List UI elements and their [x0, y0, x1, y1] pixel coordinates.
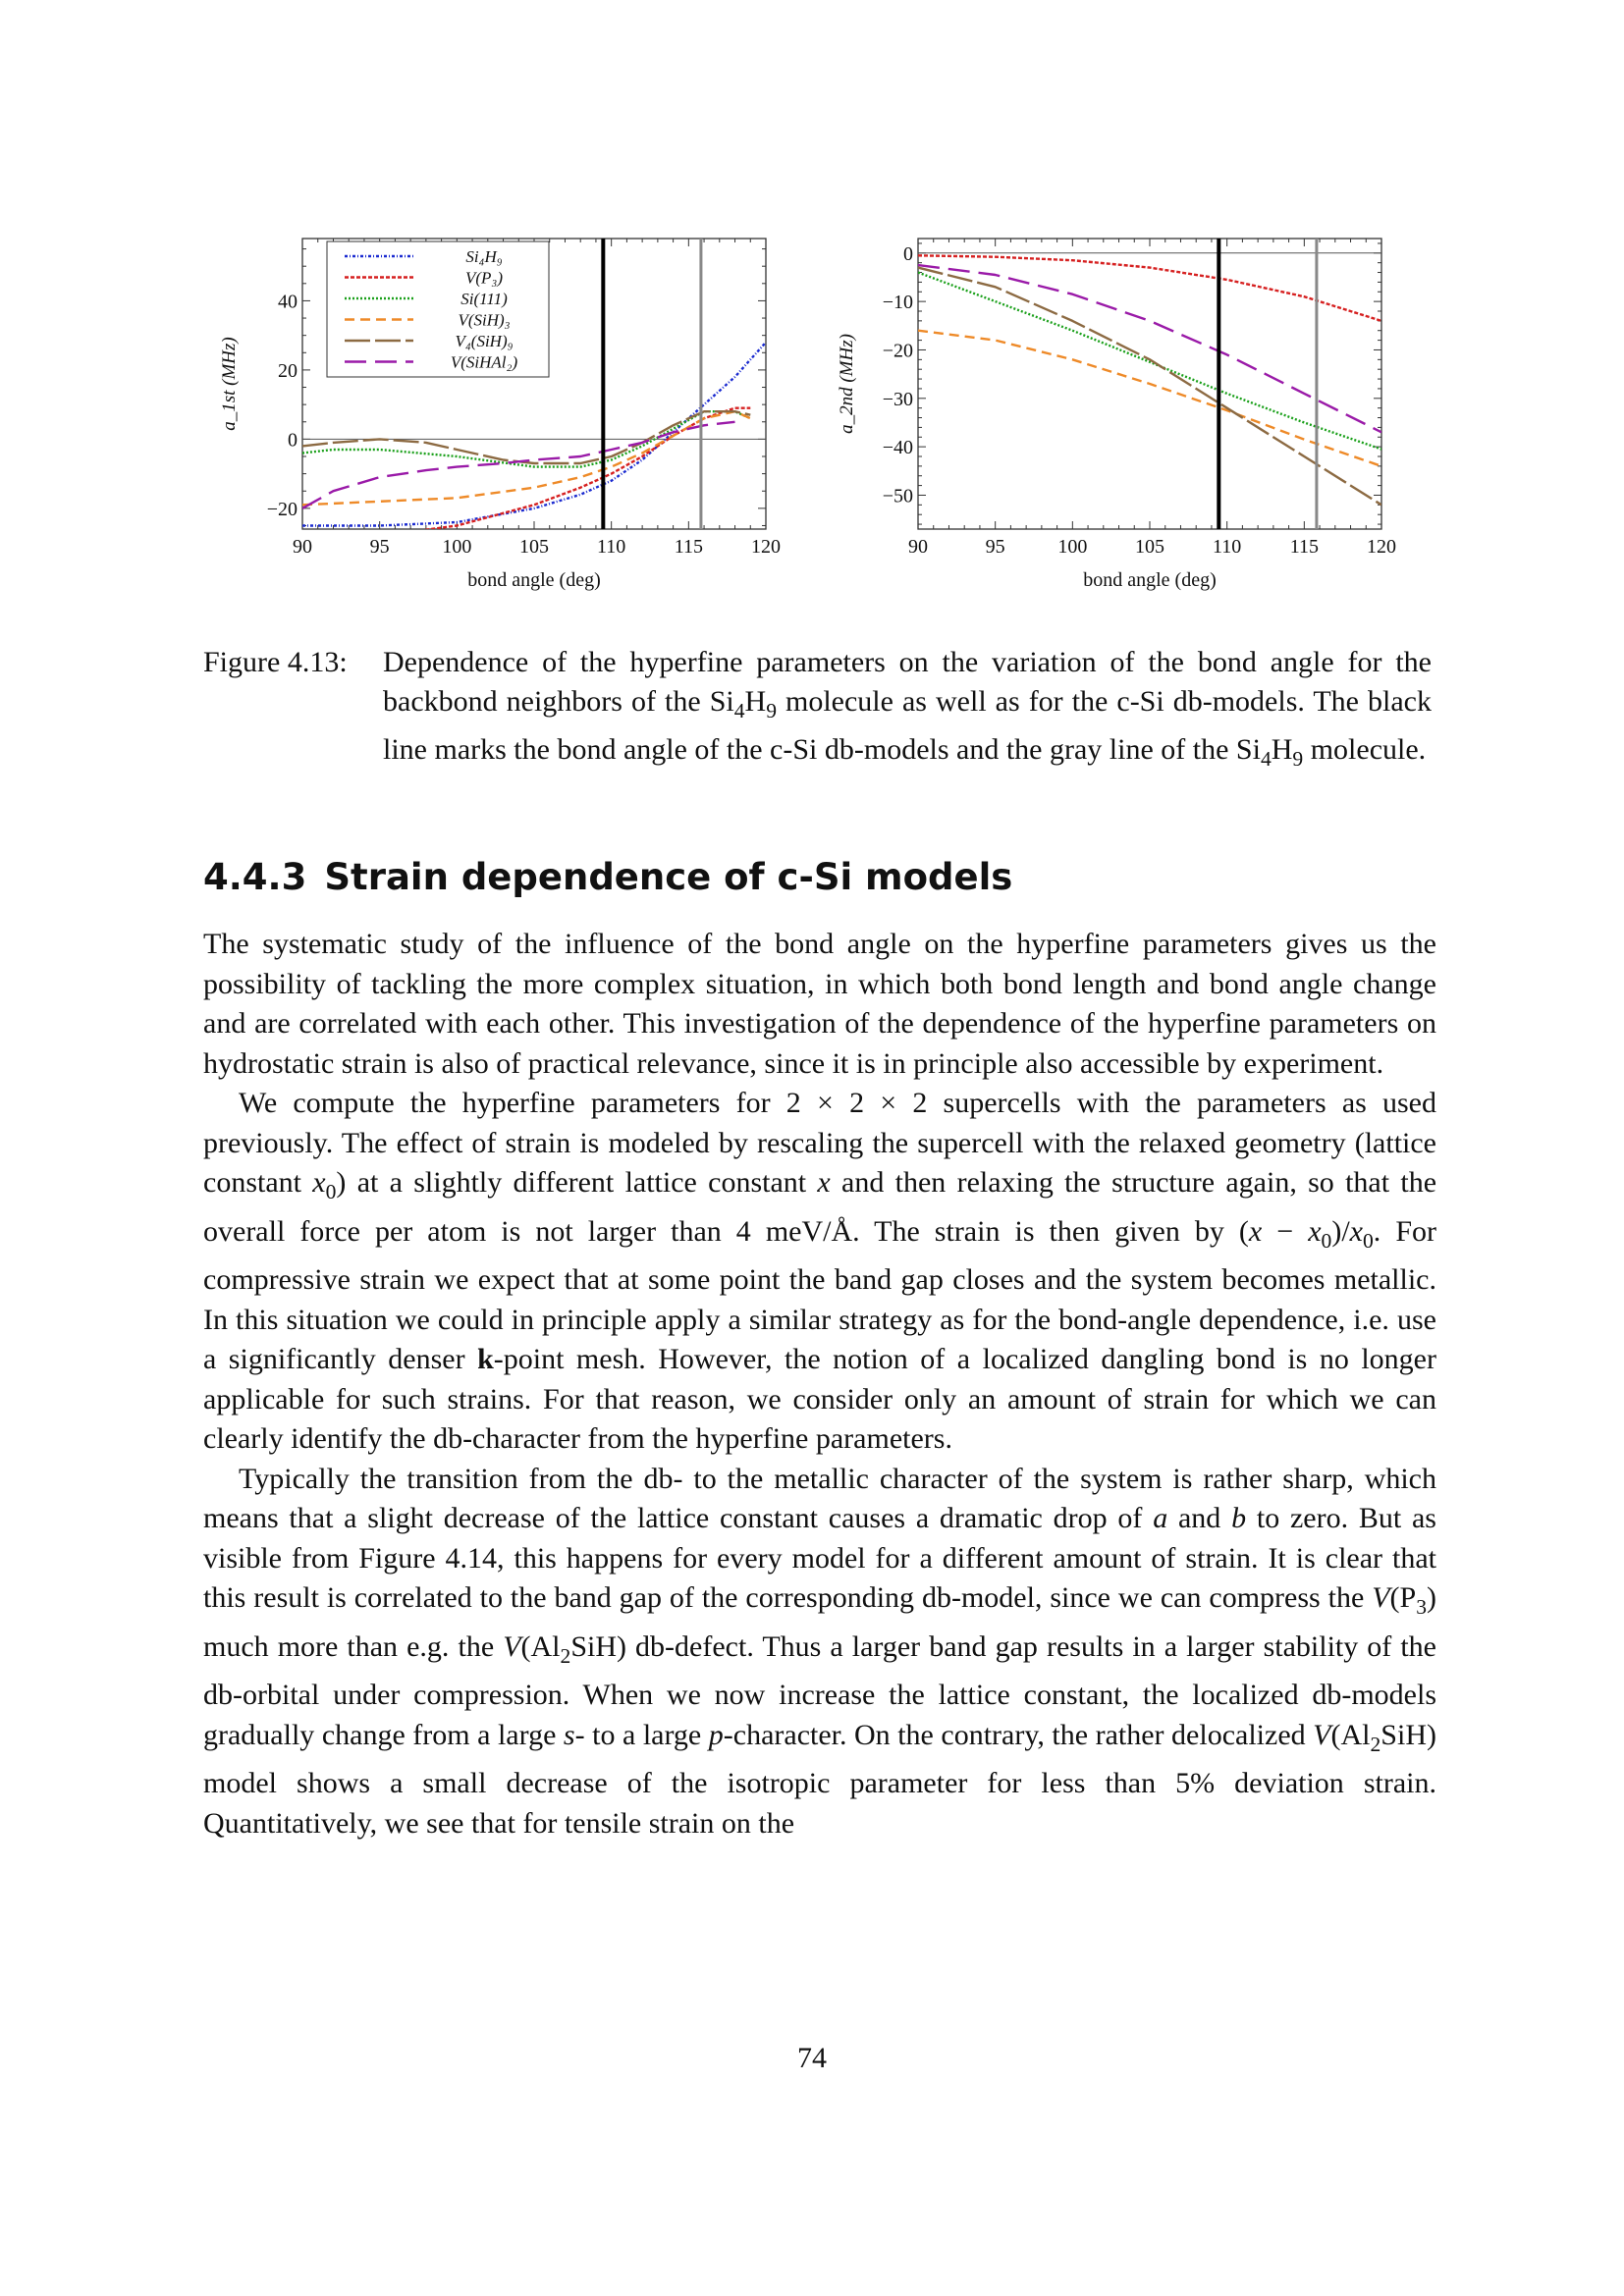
series-line-V4(SiH)9: [918, 268, 1381, 506]
x-tick-label: 105: [519, 536, 549, 558]
paragraph: The systematic study of the influence of the bond angle on the hyperfine parameters gives us the possibility of tackling the more complex situation, in which both bond length and bond angle change and are correlated with each other. This investigation of the dependence of the hyperfine parameters on hydrostatic strain is also of practical relevance, since it is in principle also accessible by experiment.: [203, 928, 1436, 1080]
figure-label: Figure 4.13:: [203, 646, 348, 678]
y-tick-label: 40: [278, 291, 298, 313]
y-axis-label: a_1st (MHz): [219, 337, 240, 431]
x-tick-label: 120: [1367, 536, 1396, 558]
x-tick-label: 90: [293, 536, 312, 558]
y-tick-label: −50: [882, 485, 913, 507]
y-tick-label: −30: [882, 388, 913, 410]
legend-label: Si(111): [460, 290, 508, 308]
x-tick-label: 120: [751, 536, 781, 558]
y-tick-label: 20: [278, 359, 298, 382]
x-axis-label: bond angle (deg): [467, 569, 601, 591]
paragraph: We compute the hyperfine parameters for 2 × 2 × 2 supercells with the parameters as used previously. The effect of strain is modeled by rescaling the supercell with the relaxed geometry (lattice constant $x_0$) at a slightly different lattice constant x and then relaxing the structure again, so that the overall force per atom is not larger than 4 meV/Å. The strain is then given by $(x - x_0)/x_0$. For compressive strain we expect that at some point the band gap closes and the system becomes metallic. In this situation we could in principle apply a similar strategy as for the bond-angle dependence, i.e. use a significantly denser k-point mesh. However, the notion of a localized dangling bond is no longer applicable for such strains. For that reason, we consider only an amount of strain for which we can clearly identify the db-character from the hyperfine parameters.: [203, 1087, 1437, 1455]
x-tick-label: 100: [1057, 536, 1088, 558]
x-axis-label: bond angle (deg): [1083, 569, 1217, 591]
body-text: [203, 925, 1436, 1843]
series-line-V(SiH)3: [302, 411, 750, 505]
series-line-V(SiHAl2): [918, 265, 1381, 432]
legend-label: V(SiHAl₂): [450, 352, 518, 372]
section-heading: [203, 856, 1012, 898]
series-line-V(P3): [302, 408, 750, 543]
y-tick-label: −20: [266, 498, 298, 520]
y-tick-label: 0: [903, 242, 913, 265]
series-line-V(SiH)3: [918, 331, 1381, 466]
x-tick-label: 110: [597, 536, 626, 558]
figure-caption-text: Dependence of the hyperfine parameters on the variation of the bond angle for the backbond neighbors of the $Si_4H_9$ molecule as well as for the c-Si db-models. The black line marks the bond angle of the c-Si db-models and the gray line of the $Si_4H_9$ molecule.: [383, 646, 1432, 771]
x-tick-label: 110: [1213, 536, 1242, 558]
y-tick-label: −40: [882, 437, 913, 459]
section-title: Strain dependence of c-Si models: [324, 856, 1013, 898]
y-tick-label: 0: [288, 429, 298, 452]
legend-label: Si₄H₉: [465, 247, 503, 266]
x-tick-label: 115: [1289, 536, 1319, 558]
x-tick-label: 95: [369, 536, 390, 558]
legend-label: V(SiH)₃: [458, 310, 511, 330]
x-tick-label: 90: [908, 536, 928, 558]
legend-label: V(P₃): [464, 268, 504, 288]
x-tick-label: 115: [674, 536, 703, 558]
y-tick-label: −10: [882, 292, 913, 314]
plot-a1st: [201, 228, 790, 591]
x-tick-label: 95: [985, 536, 1005, 558]
figure-caption: [203, 643, 1436, 778]
plot-a2nd: [817, 228, 1416, 591]
x-tick-label: 100: [442, 536, 472, 558]
section-number: 4.4.3: [203, 856, 307, 898]
y-tick-label: −20: [882, 340, 913, 362]
page-number: 74: [797, 2042, 827, 2074]
legend-label: V₄(SiH)₉: [455, 332, 514, 350]
series-line-V(P3): [918, 255, 1381, 321]
paragraph: Typically the transition from the db- to the metallic character of the system is rather sharp, which means that a slight decrease of the lattice constant causes a dramatic drop of a and b to zero. But as visible from Figure 4.14, this happens for every model for a different amount of strain. It is clear that this result is correlated to the band gap of the corresponding db-model, since we can compress the $V(P_3)$ much more than e.g. the $V(Al_2SiH)$ db-defect. Thus a larger band gap results in a larger stability of the db-orbital under compression. When we now increase the lattice constant, the localized db-models gradually change from a large s- to a large p-character. On the contrary, the rather delocalized $V(Al_2SiH)$ model shows a small decrease of the isotropic parameter for less than 5% deviation strain. Quantitatively, we see that for tensile strain on the: [203, 1462, 1436, 1840]
series-line-V4(SiH)9: [302, 411, 750, 463]
y-axis-label: a_2nd (MHz): [837, 334, 857, 434]
x-tick-label: 105: [1135, 536, 1164, 558]
